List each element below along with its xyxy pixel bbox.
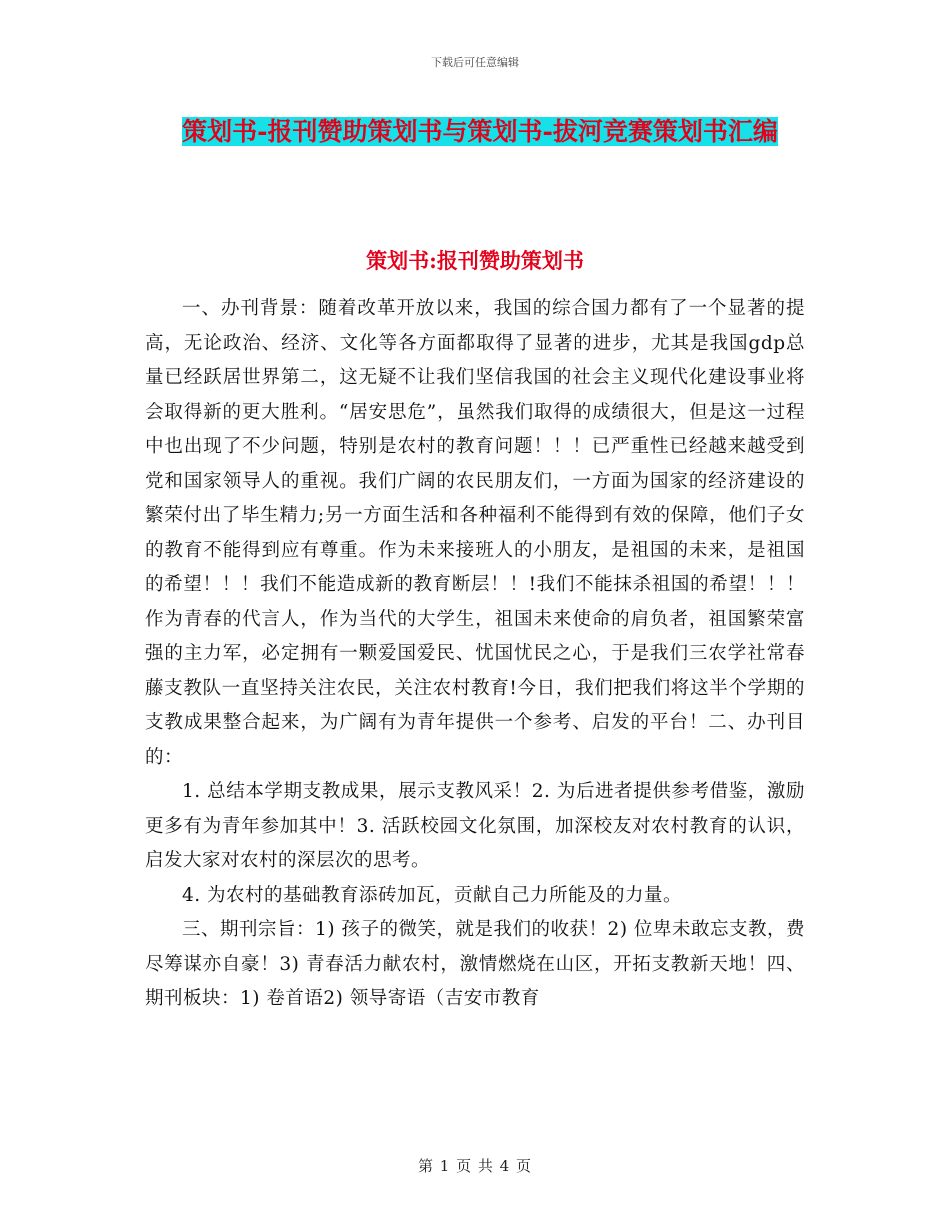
document-title xyxy=(150,110,810,154)
paragraph-purpose: 1. 总结本学期支教成果，展示支教风采！2. 为后进者提供参考借鉴，激励更多有为青年参加其中！3. 活跃校园文化氛围，加深校友对农村教育的认识，启发大家对农村的深层次的思考。 xyxy=(145,781,805,871)
document-title-text: 策划书-报刊赞助策划书与策划书-拔河竞赛策划书汇编 xyxy=(182,117,778,146)
section-title: 策划书:报刊赞助策划书 xyxy=(366,248,584,273)
paragraph-background: 一、办刊背景：随着改革开放以来，我国的综合国力都有了一个显著的提高，无论政治、经济、文化等各方面都取得了显著的进步，尤其是我国gdp总量已经跃居世界第二，这无疑不让我们坚信我国的社会主义现代化建设事业将会取得新的更大胜利。“居安思危”，虽然我们取得的成绩很大，但是这一过程中也出现了不少问题，特别是农村的教育问题！！！已严重性已经越来越受到党和国家领导人的重视。我们广阔的农民朋友们，一方面为国家的经济建设的繁荣付出了毕生精力;另一方面生活和各种福利不能得到有效的保障，他们子女的教育不能得到应有尊重。作为未来接班人的小朋友，是祖国的未来，是祖国的希望！！！我们不能造成新的教育断层！！!我们不能抹杀祖国的希望！！！作为青春的代言人，作为当代的大学生，祖国未来使命的肩负者，祖国繁荣富强的主力军，必定拥有一颗爱国爱民、忧国忧民之心，于是我们三农学社常春藤支教队一直坚持关注农民，关注农村教育!今日，我们把我们将这半个学期的支教成果整合起来，为广阔有为青年提供一个参考、启发的平台！二、办刊目的： xyxy=(145,298,805,768)
page-footer: 第 1 页 共 4 页 xyxy=(418,1157,532,1175)
header-note: 下载后可任意编辑 xyxy=(431,56,519,69)
paragraph-purpose-4: 4. 为农村的基础教育添砖加瓦，贡献自己力所能及的力量。 xyxy=(182,884,683,906)
paragraph-tenet: 三、期刊宗旨：1) 孩子的微笑，就是我们的收获！2) 位卑未敢忘支教，费尽筹谋亦自豪！3) 青春活力献农村，激情燃烧在山区，开拓支教新天地！四、 期刊板块：1) 卷首语2) 领导寄语（吉安市教育 xyxy=(145,919,805,1009)
body-text xyxy=(145,292,805,1017)
